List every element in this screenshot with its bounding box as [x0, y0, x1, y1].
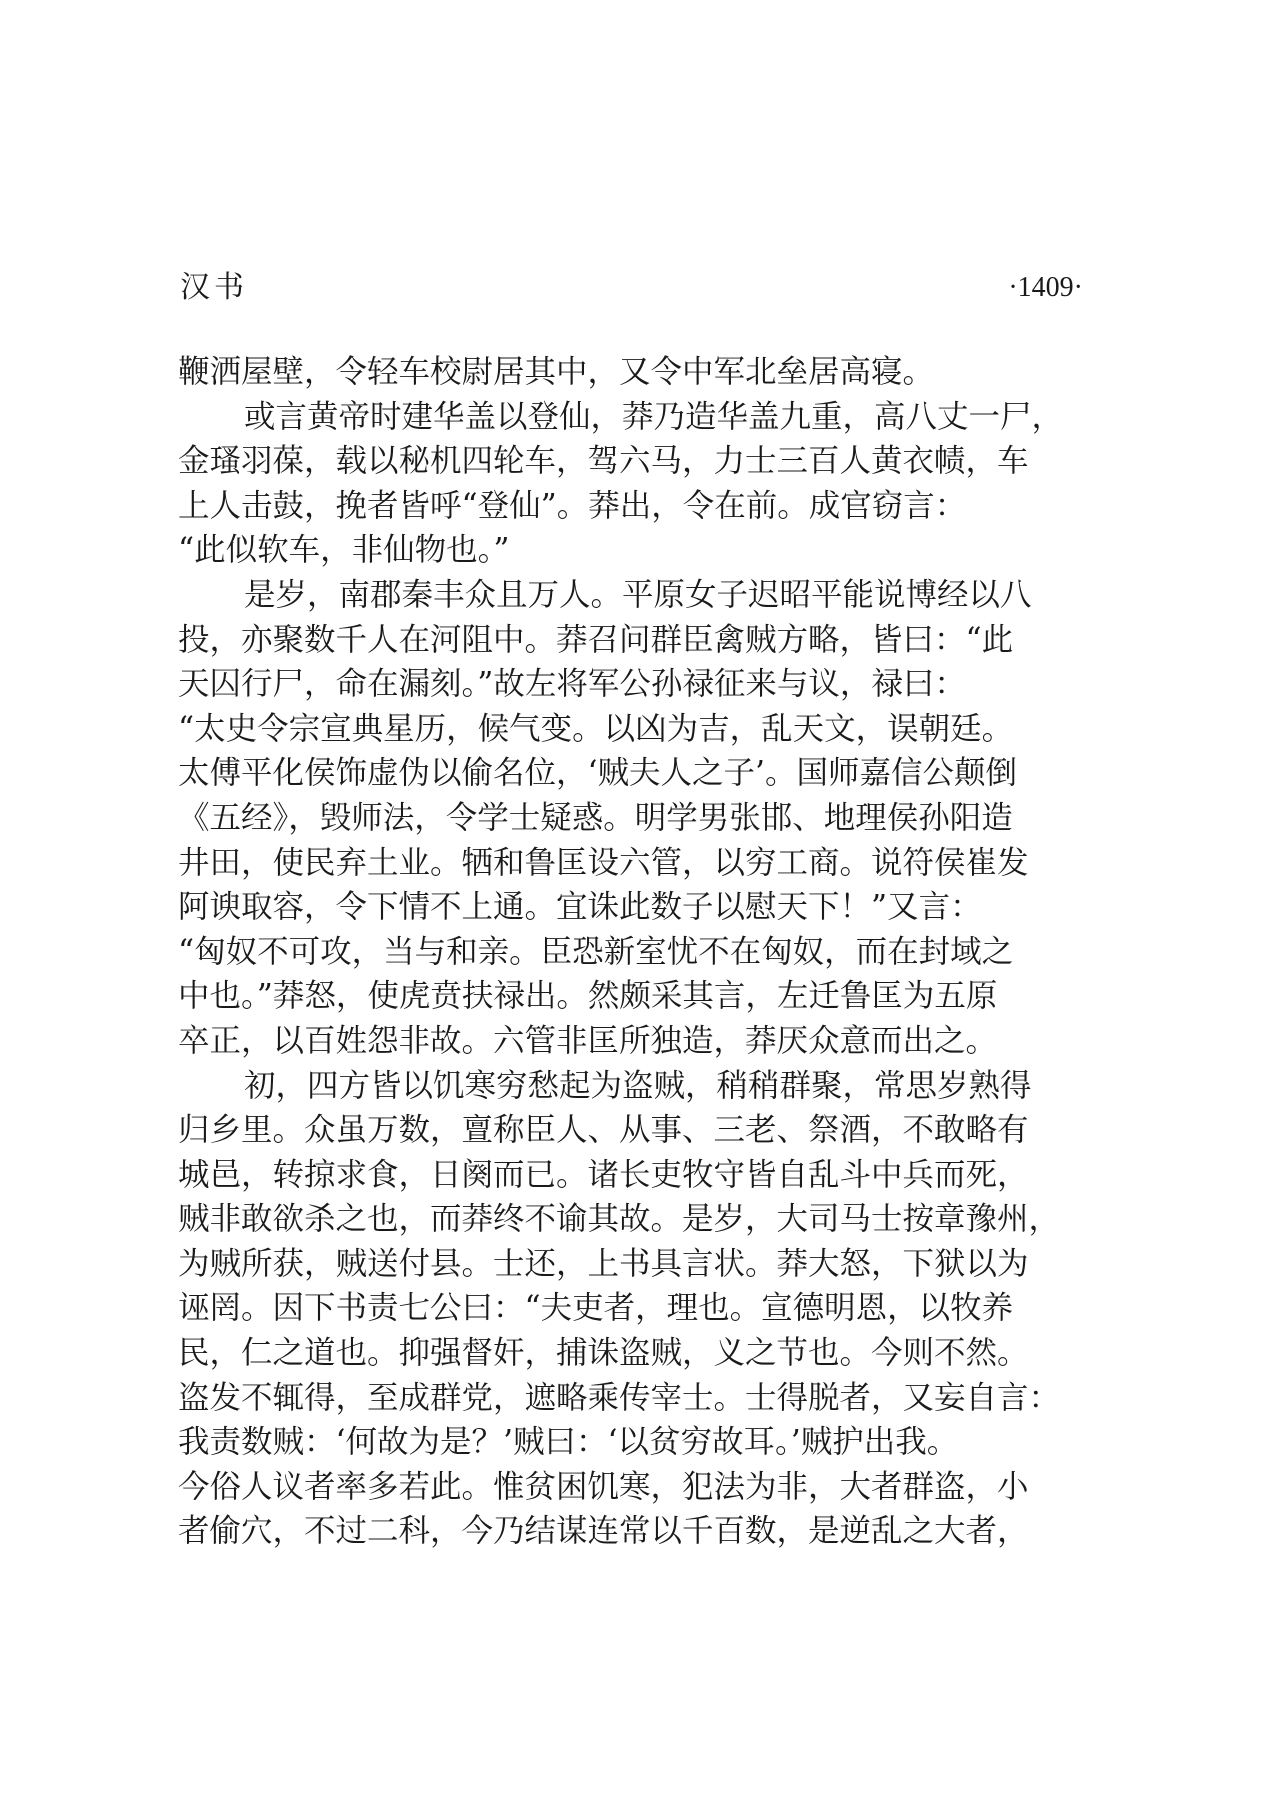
text-line: 今俗人议者率多若此。惟贫困饥寒，犯法为非，大者群盗，小: [178, 1468, 1029, 1505]
text-line: 我责数贼：‘何故为是？’贼曰：‘以贫穷故耳。’贼护出我。: [178, 1424, 959, 1461]
text-line: 井田，使民弃土业。牺和鲁匡设六管，以穷工商。说符侯崔发: [178, 844, 1029, 881]
text-line: 太傅平化侯饰虚伪以偷名位，‘贼夫人之子’。国师嘉信公颠倒: [178, 755, 1018, 792]
text-line: 鞭洒屋壁，令轻车校尉居其中，又令中军北垒居高寝。: [178, 354, 935, 390]
text-line: 归乡里。众虽万数，亶称臣人、从事、三老、祭酒，不敢略有: [178, 1112, 1029, 1149]
text-line: 卒正，以百姓怨非故。六管非匡所独造，莽厌众意而出之。: [178, 1022, 998, 1059]
text-line: 贼非敢欲杀之也，而莽终不谕其故。是岁，大司马士按章豫州，: [178, 1201, 1061, 1238]
text-line: 《五经》，毁师法，令学士疑惑。明学男张邯、地理侯孙阳造: [178, 799, 1013, 836]
text-line: 是岁，南郡秦丰众且万人。平原女子迟昭平能说博经以八: [244, 576, 1032, 613]
body-text: [178, 350, 1083, 1554]
text-line: 投，亦聚数千人在河阻中。莽召问群臣禽贼方略，皆曰：“此: [178, 621, 1014, 658]
text-line: “匈奴不可攻，当与和亲。臣恐新室忧不在匈奴，而在封域之: [178, 933, 1014, 970]
text-line: 诬罔。因下书责七公曰：“夫吏者，理也。宣德明恩，以牧养: [178, 1290, 1014, 1327]
text-line: 城邑，转掠求食，日阕而已。诸长吏牧守皆自乱斗中兵而死，: [178, 1156, 1029, 1193]
text-line: 金瑵羽葆，载以秘机四轮车，驾六马，力士三百人黄衣帻，车: [178, 443, 1029, 480]
text-line: “太史令宗宣典星历，候气变。以凶为吉，乱天文，误朝廷。: [178, 710, 1014, 747]
text-line: 阿谀取容，令下情不上通。宜诛此数子以慰天下！”又言：: [178, 889, 982, 926]
page-number: ·1409·: [1008, 272, 1083, 303]
text-line: 天囚行尸，命在漏刻。”故左将军公孙禄征来与议，禄曰：: [178, 666, 966, 703]
text-line: 或言黄帝时建华盖以登仙，莽乃造华盖九重，高八丈一尸，: [244, 398, 1064, 435]
running-title: 汉书: [180, 270, 248, 305]
text-line: 上人击鼓，挽者皆呼“登仙”。莽出，令在前。成官窃言：: [178, 487, 967, 524]
text-line: 为贼所获，贼送付县。士还，上书具言状。莽大怒，下狱以为: [178, 1245, 1029, 1282]
text-line: 初，四方皆以饥寒穷愁起为盗贼，稍稍群聚，常思岁熟得: [244, 1067, 1032, 1104]
text-line: 盗发不辄得，至成群党，遮略乘传宰士。士得脱者，又妄自言：: [178, 1379, 1061, 1416]
text-line: 民，仁之道也。抑强督奸，捕诛盗贼，义之节也。今则不然。: [178, 1335, 1029, 1372]
text-line: 者偷穴，不过二科，今乃结谋连常以千百数，是逆乱之大者，: [178, 1513, 1029, 1550]
text-line: “此似软车，非仙物也。”: [178, 532, 510, 569]
text-line: 中也。”莽怒，使虎贲扶禄出。然颇采其言，左迁鲁匡为五原: [178, 978, 998, 1015]
